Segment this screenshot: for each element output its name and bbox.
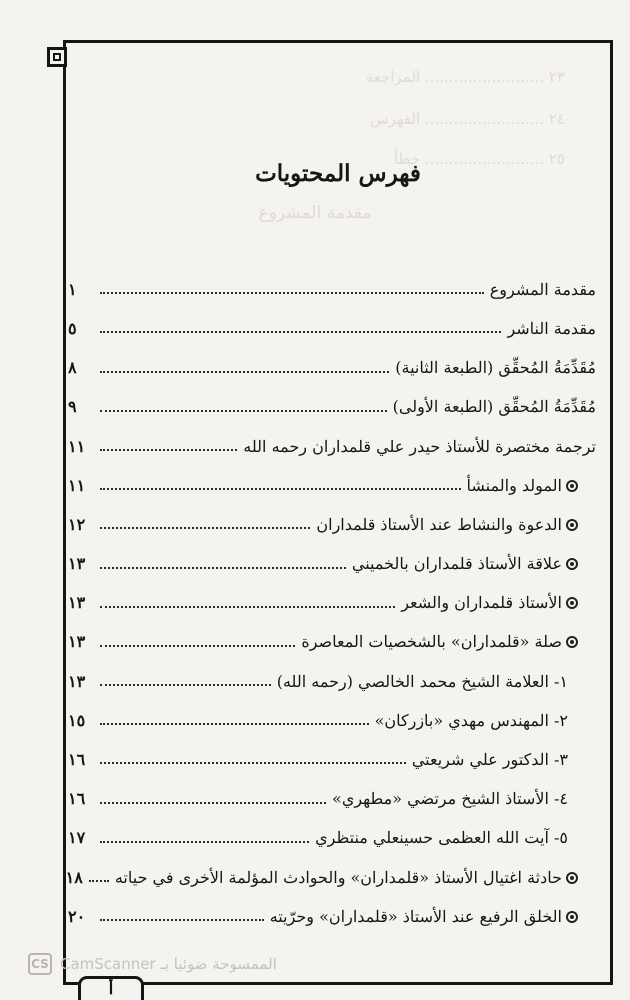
toc-entry-page: ١٣ (68, 671, 86, 691)
corner-ornament (47, 47, 67, 67)
flower-bullet-icon (566, 519, 578, 531)
camscanner-logo-icon: CS (28, 953, 52, 975)
show-through-text: ٢٣ ......................... المراجعة (365, 68, 565, 86)
toc-entry-page: ١٢ (68, 514, 86, 534)
toc-entry[interactable] (68, 693, 596, 732)
flower-bullet-icon (566, 558, 578, 570)
dot-leader (100, 684, 271, 686)
toc-entry-page: ١٣ (68, 632, 86, 652)
toc-entry-label: الدعوة والنشاط عند الأستاذ قلمداران (316, 514, 562, 534)
flower-bullet-icon (566, 872, 578, 884)
toc-entry-label: علاقة الأستاذ قلمداران بالخميني (351, 554, 562, 574)
toc-entry-page: ٨ (68, 358, 77, 378)
toc-entry[interactable] (68, 340, 596, 379)
toc-entry[interactable] (68, 458, 596, 497)
toc-entry-page: ٩ (68, 397, 77, 417)
toc-entry[interactable] (68, 732, 596, 771)
toc-entry-label: مقدمة المشروع (489, 279, 596, 299)
toc-entry[interactable] (68, 889, 596, 928)
toc-entry-page: ١٣ (68, 593, 86, 613)
toc-entry-label: صلة «قلمداران» بالشخصيات المعاصرة (301, 632, 562, 652)
dot-leader (100, 292, 484, 294)
toc-entry-label: ٤- الأستاذ الشيخ مرتضي «مطهري» (332, 789, 568, 809)
dot-leader (100, 371, 389, 373)
dot-leader (100, 606, 395, 608)
dot-leader (100, 449, 237, 451)
dot-leader (89, 880, 109, 882)
toc-entry-label: المولد والمنشأ (466, 475, 562, 495)
toc-entry-label: الخلق الرفيع عند الأستاذ «قلمداران» وحرّيته (269, 906, 562, 926)
dot-leader (100, 488, 461, 490)
flower-bullet-icon (566, 597, 578, 609)
page-folio: أ (78, 976, 144, 1000)
toc-entry-page: ١٦ (68, 789, 86, 809)
toc-title: فهرس المحتويات (255, 160, 421, 187)
toc-entry-page: ١٨ (65, 867, 83, 887)
toc-entry[interactable] (68, 419, 596, 458)
toc-entry[interactable] (68, 380, 596, 419)
dot-leader (100, 919, 264, 921)
toc-list (65, 262, 596, 928)
toc-entry-label: حادثة اغتيال الأستاذ «قلمداران» والحوادث المؤلمة الأخرى في حياته (114, 867, 562, 887)
flower-bullet-icon (566, 636, 578, 648)
show-through-text: ٢٥ ......................... خطأ (393, 150, 565, 168)
toc-entry-label: مُقَدِّمَةُ المُحقِّق (الطبعة الثانية) (395, 358, 596, 378)
toc-entry-page: ١١ (68, 436, 86, 456)
toc-entry[interactable] (68, 615, 596, 654)
toc-entry-page: ١٣ (68, 554, 86, 574)
toc-entry-page: ٢٠ (68, 906, 86, 926)
show-through-text: مقدمة المشروع (258, 203, 372, 223)
toc-entry-label: ٣- الدكتور علي شريعتي (411, 750, 568, 770)
toc-entry-page: ٥ (68, 318, 77, 338)
dot-leader (100, 410, 387, 412)
scanner-watermark (28, 953, 277, 975)
toc-entry-label: الأستاذ قلمداران والشعر (401, 593, 562, 613)
toc-entry[interactable] (68, 771, 596, 810)
dot-leader (100, 762, 406, 764)
toc-entry-page: ١٦ (68, 750, 86, 770)
toc-entry-label: ١- العلامة الشيخ محمد الخالصي (رحمه الله) (276, 671, 568, 691)
dot-leader (100, 802, 326, 804)
toc-entry[interactable] (68, 262, 596, 301)
toc-entry[interactable] (68, 301, 596, 340)
scanner-watermark-text: CamScanner الممسوحة ضوئيا بـ (60, 955, 277, 973)
show-through-text: ٢٤ ......................... الفهرس (370, 110, 565, 128)
dot-leader (100, 567, 346, 569)
toc-entry[interactable] (68, 536, 596, 575)
toc-entry-label: مقدمة الناشر (507, 318, 596, 338)
flower-bullet-icon (566, 911, 578, 923)
toc-entry-label: مُقَدِّمَةُ المُحقِّق (الطبعة الأولى) (392, 397, 596, 417)
toc-entry[interactable] (68, 576, 596, 615)
toc-entry-page: ١٥ (68, 710, 86, 730)
toc-entry-page: ١ (68, 279, 77, 299)
toc-entry-label: ٥- آيت الله العظمى حسينعلي منتظري (315, 828, 568, 848)
toc-entry[interactable] (65, 850, 596, 889)
dot-leader (100, 841, 309, 843)
dot-leader (100, 723, 369, 725)
toc-entry[interactable] (68, 497, 596, 536)
toc-entry-page: ١٧ (68, 828, 86, 848)
flower-bullet-icon (566, 480, 578, 492)
toc-entry[interactable] (68, 654, 596, 693)
dot-leader (100, 645, 295, 647)
dot-leader (100, 331, 501, 333)
toc-entry-label: ٢- المهندس مهدي «بازركان» (374, 710, 568, 730)
toc-entry[interactable] (68, 811, 596, 850)
dot-leader (100, 527, 310, 529)
toc-entry-label: ترجمة مختصرة للأستاذ حيدر علي قلمداران رحمه الله (243, 436, 596, 456)
toc-entry-page: ١١ (68, 475, 86, 495)
